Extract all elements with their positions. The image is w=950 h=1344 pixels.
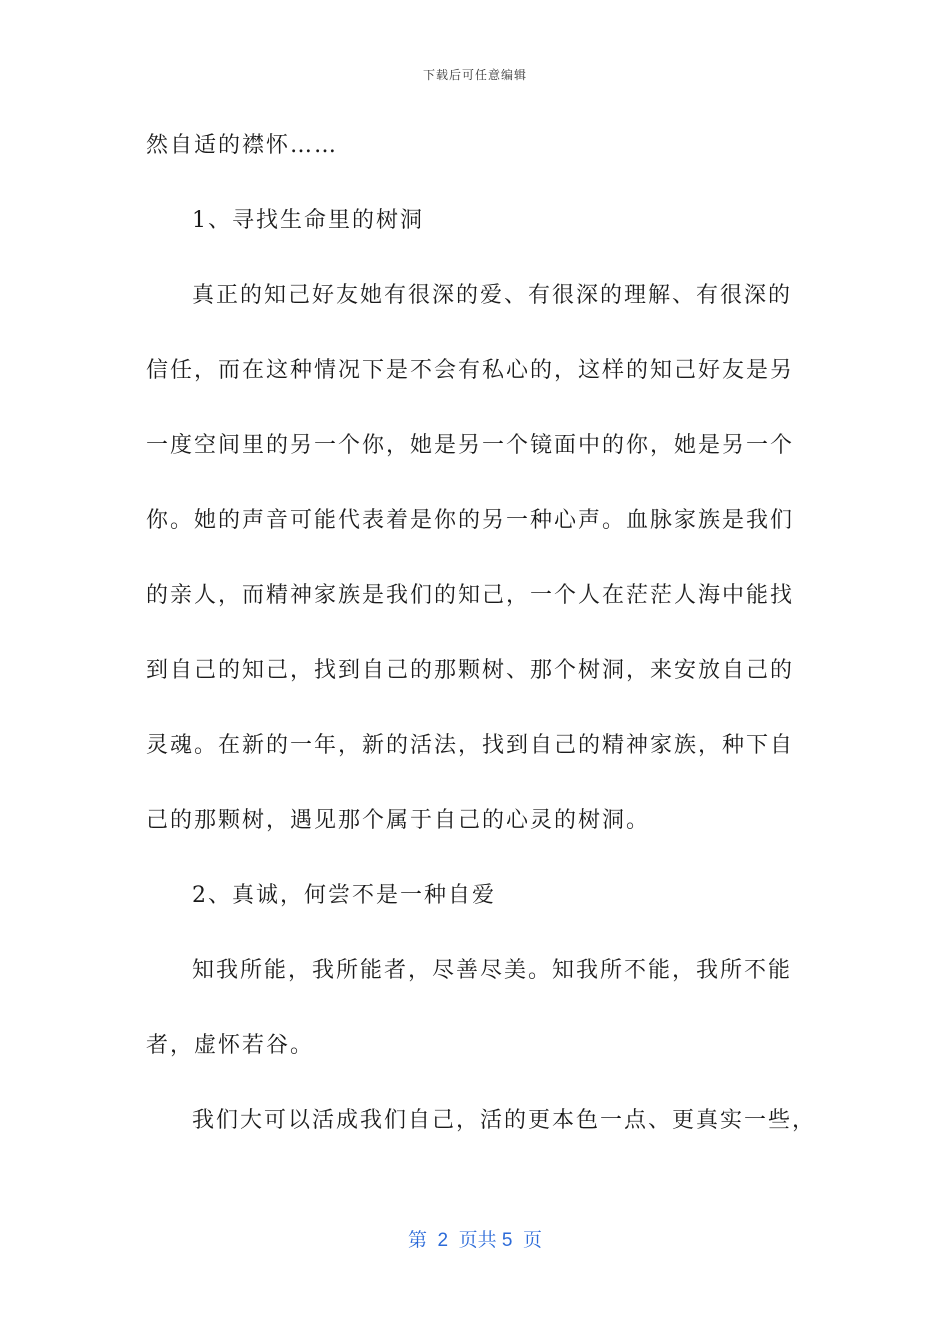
text-line: 真正的知己好友她有很深的爱、有很深的理解、有很深的: [192, 283, 793, 308]
section-heading: 2、真诚，何尝不是一种自爱: [192, 883, 496, 908]
section-heading: 1、寻找生命里的树洞: [192, 208, 424, 233]
text-line: 一度空间里的另一个你，她是另一个镜面中的你，她是另一个: [146, 433, 795, 458]
text-line: 灵魂。在新的一年，新的活法，找到自己的精神家族，种下自: [146, 733, 795, 758]
text-line: 然自适的襟怀……: [146, 133, 339, 158]
header-note: 下载后可任意编辑: [422, 68, 527, 82]
text-line: 到自己的知己，找到自己的那颗树、那个树洞，来安放自己的: [146, 658, 795, 683]
text-line: 你。她的声音可能代表着是你的另一种心声。血脉家族是我们: [146, 508, 795, 533]
text-line: 信任，而在这种情况下是不会有私心的，这样的知己好友是另: [146, 358, 795, 383]
page-number: 第 2 页共 5 页: [407, 1230, 543, 1251]
text-line: 我们大可以活成我们自己，活的更本色一点、更真实一些，: [192, 1108, 817, 1133]
text-line: 的亲人，而精神家族是我们的知己，一个人在茫茫人海中能找: [146, 583, 795, 608]
document-body: [146, 126, 817, 1176]
text-line: 者，虚怀若谷。: [146, 1033, 315, 1058]
text-line: 己的那颗树，遇见那个属于自己的心灵的树洞。: [146, 808, 651, 833]
text-line: 知我所能，我所能者，尽善尽美。知我所不能，我所不能: [192, 958, 793, 983]
